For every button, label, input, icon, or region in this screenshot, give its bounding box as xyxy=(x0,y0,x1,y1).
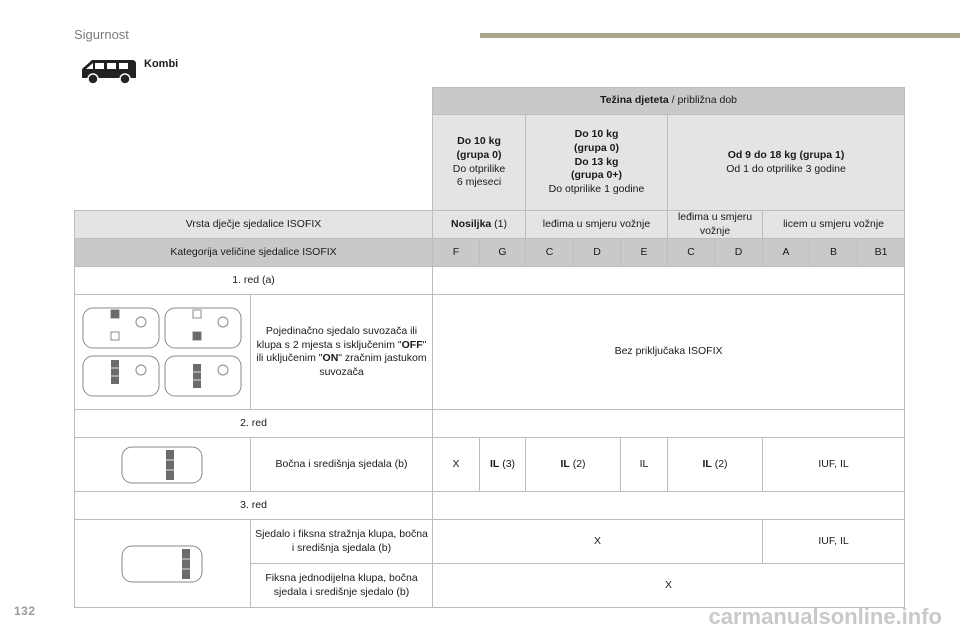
seat-type-label: Vrsta dječje sjedalice ISOFIX xyxy=(75,211,433,239)
group-0-carrycot: Do 10 kg (grupa 0) Do otprilike 6 mjeseci xyxy=(433,115,526,211)
group-1: Od 9 do 18 kg (grupa 1) Od 1 do otprilike 3 godine xyxy=(668,115,905,211)
seat-type-rear-facing: leđima u smjeru vožnje xyxy=(526,211,668,239)
size-category-row xyxy=(75,239,905,267)
row-3-header: 3. red xyxy=(75,492,905,520)
row-2-carrycot-f: X xyxy=(433,438,480,492)
row-1-result: Bez priključaka ISOFIX xyxy=(433,295,905,410)
size-category-cell: D xyxy=(574,239,621,267)
car-seat-diagram-icon xyxy=(118,542,208,586)
row-3-result-2: X xyxy=(433,564,905,608)
size-category-cell: E xyxy=(621,239,668,267)
seat-type-row xyxy=(75,211,905,239)
row-3-body-1 xyxy=(75,520,905,564)
row-3-result-1: X xyxy=(433,520,763,564)
section-divider xyxy=(480,33,960,38)
size-category-cell: F xyxy=(433,239,480,267)
watermark: carmanualsonline.info xyxy=(708,604,942,629)
row-2-header: 2. red xyxy=(75,410,905,438)
section-title: Sigurnost xyxy=(74,27,129,42)
weight-header-row xyxy=(75,88,905,115)
row-1-body xyxy=(75,295,905,410)
seat-type-forward-facing: licem u smjeru vožnje xyxy=(763,211,905,239)
row-2-description: Bočna i središnja sjedala (b) xyxy=(251,438,433,492)
row-3-description-2: Fiksna jednodijelna klupa, bočna sjedala i središnje sjedalo (b) xyxy=(251,564,433,608)
groups-row xyxy=(75,115,905,211)
size-category-cell: D xyxy=(715,239,763,267)
row-1-description: Pojedinačno sjedalo suvozača ili klupa s 2 mjesta s isključenim "OFF" ili uključenim "ON" zračnim jastukom suvozača xyxy=(251,295,433,410)
seat-type-rear-facing-2: leđima u smjeru vožnje xyxy=(668,211,763,239)
row-3-result-1-forward: IUF, IL xyxy=(763,520,905,564)
size-category-cell: C xyxy=(526,239,574,267)
car-seat-diagram-icon xyxy=(118,443,208,487)
row-2-forward-facing: IUF, IL xyxy=(763,438,905,492)
row-2-carrycot-g: IL (3) xyxy=(480,438,526,492)
third-row-diagram xyxy=(75,520,251,608)
isofix-table xyxy=(74,87,905,608)
car-seat-diagram-icon xyxy=(79,302,247,402)
size-category-cell: A xyxy=(763,239,810,267)
page-number: 132 xyxy=(14,604,36,618)
size-category-label: Kategorija veličine sjedalice ISOFIX xyxy=(75,239,433,267)
front-seat-diagrams xyxy=(75,295,251,410)
size-category-cell: C xyxy=(668,239,715,267)
group-0-plus: Do 10 kg (grupa 0) Do 13 kg (grupa 0+) Do otprilike 1 godine xyxy=(526,115,668,211)
row-2-rear-facing: IL (2) xyxy=(526,438,621,492)
weight-header: Težina djeteta / približna dob xyxy=(433,88,905,115)
van-icon xyxy=(80,56,138,86)
size-category-cell: G xyxy=(480,239,526,267)
size-category-cell: B xyxy=(810,239,858,267)
row-1-header: 1. red (a) xyxy=(75,267,905,295)
row-2-group-0-plus: IL xyxy=(621,438,668,492)
second-row-diagram xyxy=(75,438,251,492)
seat-type-carrycot: Nosiljka (1) xyxy=(433,211,526,239)
row-3-description-1: Sjedalo i fiksna stražnja klupa, bočna i središnja sjedala (b) xyxy=(251,520,433,564)
row-2-rear-facing-2: IL (2) xyxy=(668,438,763,492)
size-category-cell: B1 xyxy=(858,239,905,267)
row-2-body xyxy=(75,438,905,492)
vehicle-label: Kombi xyxy=(144,58,179,70)
